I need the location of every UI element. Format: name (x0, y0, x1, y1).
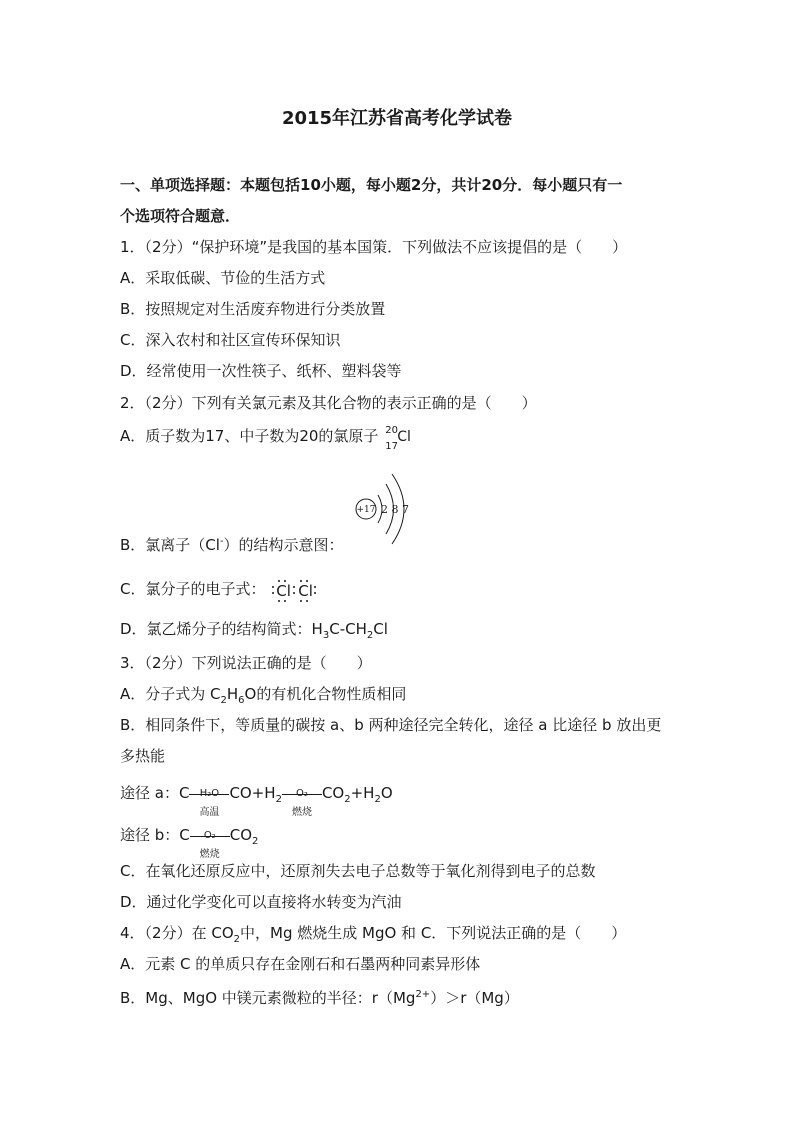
chloride-structure-diagram (350, 468, 420, 550)
section-heading-line2: 个选项符合题意． (120, 207, 241, 225)
path-a-label: 途径 a：C (120, 784, 190, 802)
q4-option-a: A．元素 C 的单质只存在金刚石和石墨两种同素异形体 (120, 955, 481, 973)
q2-option-b-text: B．氯离子（Cl (120, 536, 220, 554)
q1-stem: 1．（2分）“保护环境”是我国的基本国策．下列做法不应该提倡的是（ ） (120, 238, 628, 256)
arrow-bottom: 燃烧 (291, 806, 312, 818)
reaction-arrow (190, 821, 230, 860)
q2-option-a (120, 424, 413, 452)
q3-option-b-line2: 多热能 (120, 747, 166, 765)
cl-symbol-1: Cl (276, 581, 291, 600)
q2-option-b-text-end: ）的结构示意图： (223, 536, 344, 554)
sub: 2 (344, 794, 351, 805)
q2-option-d (120, 618, 388, 647)
q3-stem: 3．（2分）下列说法正确的是（ ） (120, 654, 372, 672)
sub: 2 (374, 794, 381, 805)
q3-a-pre: A．分子式为 C (120, 685, 221, 703)
exam-title: 2015年江苏省高考化学试卷 (281, 108, 513, 129)
arrow-top: O₂ (203, 829, 216, 841)
sub: 2 (252, 836, 259, 847)
q3-a-mid: H (226, 685, 239, 703)
q3-option-a (120, 683, 406, 712)
q4-option-b (120, 984, 519, 1009)
arrow-bottom: 燃烧 (199, 848, 220, 860)
q3-path-b (120, 818, 259, 860)
q4-b-post: ）＞r（Mg） (430, 989, 519, 1007)
charge-sup: - (219, 536, 224, 547)
electron-formula (270, 579, 318, 601)
q2-option-c (120, 578, 318, 601)
path-a-end: O (380, 784, 393, 802)
path-a-mid: CO+H (229, 784, 276, 802)
q1-option-b: B．按照规定对生活废弃物进行分类放置 (120, 300, 386, 318)
electron-shells: 2 8 7 (381, 503, 409, 516)
arrow-bottom: 高温 (199, 806, 220, 818)
arrow-top: O₂ (296, 787, 308, 799)
q1-option-c: C．深入农村和社区宣传环保知识 (120, 331, 341, 349)
reaction-arrow (282, 779, 322, 818)
cl-symbol-2: Cl (298, 581, 313, 600)
element-symbol: Cl (397, 428, 411, 445)
q4-stem (120, 922, 626, 951)
q2-option-d-text: D．氯乙烯分子的结构简式：H (120, 620, 323, 638)
sub: 2 (220, 695, 227, 706)
formula-end: Cl (373, 620, 388, 638)
q2-stem: 2．（2分）下列有关氯元素及其化合物的表示正确的是（ ） (120, 394, 537, 412)
section-heading-line1: 一、单项选择题：本题包括10小题，每小题2分，共计20分．每小题只有一 (120, 176, 623, 194)
q2-option-c-text: C．氯分子的电子式： (120, 580, 266, 598)
nucleus-charge: +17 (356, 505, 376, 515)
q3-option-d: D．通过化学变化可以直接将水转变为汽油 (120, 893, 402, 911)
q3-a-post: O的有机化合物性质相同 (244, 685, 407, 703)
q2-option-a-text: A．质子数为17、中子数为20的氯原子 (120, 427, 379, 445)
formula-mid: C-CH (329, 620, 367, 638)
isotope-notation (383, 424, 413, 452)
q4-stem-post: 中，Mg 燃烧生成 MgO 和 C．下列说法正确的是（ ） (240, 924, 627, 942)
q4-b-pre: B．Mg、MgO 中镁元素微粒的半径：r（Mg (120, 989, 416, 1007)
q1-option-a: A．采取低碳、节俭的生活方式 (120, 269, 326, 287)
q4-stem-pre: 4．（2分）在 CO (120, 924, 234, 942)
path-b-end: CO (229, 826, 253, 844)
sub: 6 (238, 695, 245, 706)
reaction-arrow (189, 779, 229, 818)
atomic-number: 17 (385, 440, 398, 452)
mass-number: 20 (385, 424, 398, 436)
sub: 3 (322, 630, 330, 641)
q2-option-b (120, 531, 344, 556)
sub: 2 (275, 794, 282, 805)
sub: 2 (233, 934, 241, 945)
q3-path-a (120, 776, 393, 818)
path-a-end: +H (350, 784, 375, 802)
sup: 2+ (415, 989, 431, 1000)
path-a-end: CO (321, 784, 345, 802)
path-b-label: 途径 b：C (120, 826, 190, 844)
q1-option-d: D．经常使用一次性筷子、纸杯、塑料袋等 (120, 362, 402, 380)
q3-option-c: C．在氧化还原反应中，还原剂失去电子总数等于氧化剂得到电子的总数 (120, 862, 596, 880)
sub: 2 (366, 630, 374, 641)
arrow-top: H₂O (199, 787, 220, 799)
q3-option-b-line1: B．相同条件下，等质量的碳按 a、b 两种途径完全转化，途径 a 比途径 b 放出更 (120, 716, 662, 734)
